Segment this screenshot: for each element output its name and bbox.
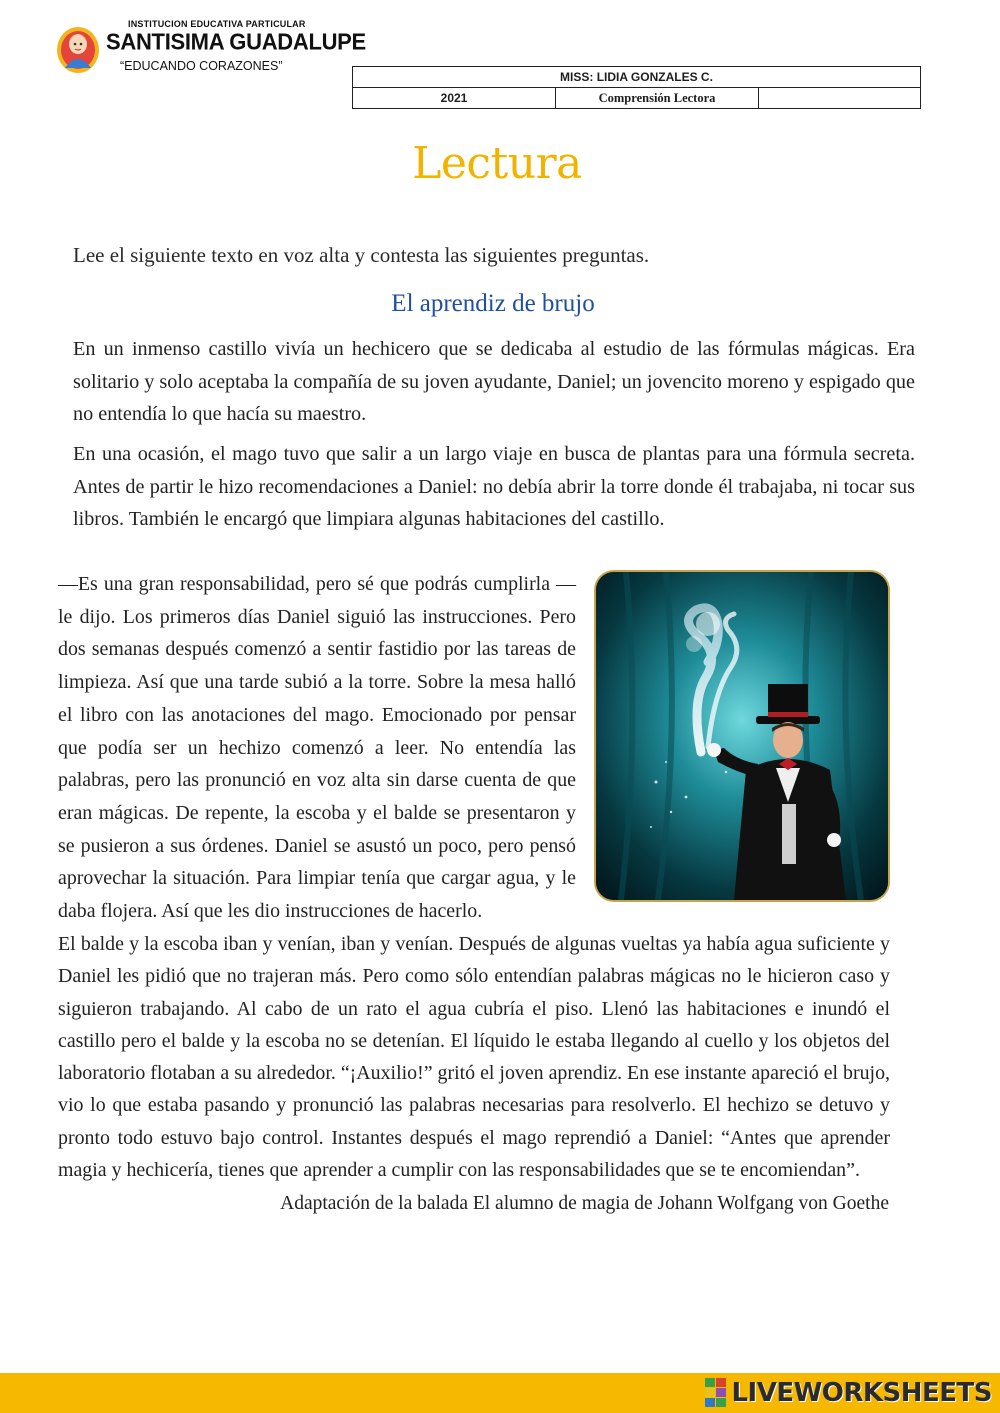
year-cell: 2021 (353, 88, 556, 109)
empty-cell (759, 88, 921, 109)
story-paragraph-2: En una ocasión, el mago tuvo que salir a un largo viaje en busca de plantas para una fórmula secreta. Antes de partir le hizo recomendaciones a Daniel: no debía abrir la torre donde él trabajaba, ni tocar sus libros. También le encargó que limpiara algunas habitaciones del castillo. (73, 443, 915, 530)
school-logo-icon (55, 20, 101, 74)
page-title: Lectura (412, 138, 582, 189)
school-motto: “EDUCANDO CORAZONES” (120, 59, 283, 73)
story-paragraph-1: En un inmenso castillo vivía un hechicero que se dedicaba al estudio de las fórmulas mágicas. Era solitario y solo aceptaba la compañía de su joven ayudante, Daniel; un jovencito moreno y espigado que no entendía lo que hacía su maestro. (73, 338, 915, 425)
liveworksheets-logo[interactable] (705, 1375, 992, 1411)
story-credit: Adaptación de la balada El alumno de magia de Johann Wolfgang von Goethe (280, 1193, 889, 1214)
teacher-cell: MISS: LIDIA GONZALES C. (353, 67, 921, 88)
instructions: Lee el siguiente texto en voz alta y contesta las siguientes preguntas. (73, 243, 650, 267)
story-paragraph-3: —Es una gran responsabilidad, pero sé que podrás cumplirla —le dijo. Los primeros días Daniel siguió las instrucciones. Pero dos semanas después comenzó a sentir fastidio por las tareas de limpieza. Así que una tarde subió a la torre. Sobre la mesa halló el libro con las anotaciones del mago. Emocionado por pensar que podía ser un hechizo comenzó a leer. No entendía las palabras, pero las pronunció en voz alta sin darse cuenta de que eran mágicas. De repente, la escoba y el balde se presentaron y se pusieron a sus órdenes. Daniel se asustó un poco, pero pensó aprovechar la situación. Para limpiar tenía que cargar agua, y le daba flojera. Así que les dio instrucciones de hacerlo. (58, 573, 576, 923)
liveworksheets-brand: LIVEWORKSHEETS (731, 1378, 992, 1408)
story-title: El aprendiz de brujo (391, 290, 595, 317)
story-paragraph-4: El balde y la escoba iban y venían, iban y venían. Después de algunas vueltas ya había agua suficiente y Daniel les pidió que no trajeran más. Pero como sólo entendían palabras mágicas no le hicieron caso y siguieron trabajando. Al cabo de un rato el agua cubría el piso. Llenó las habitaciones e inundó el castillo pero el balde y la escoba no se detenían. El líquido le estaba llegando al cuello y los objetos del laboratorio flotaban a su alrededor. “¡Auxilio!” gritó el joven aprendiz. En ese instante apareció el brujo, vio lo que estaba pasando y pronunció las palabras necesarias para resolverlo. El hechizo se detuvo y pronto todo estuvo bajo control. Instantes después el mago reprendió a Daniel: “Antes que aprender magia y hechicería, tienes que aprender a cumplir con las responsabilidades que se te encomiendan”. (58, 933, 890, 1182)
subject-cell: Comprensión Lectora (556, 88, 759, 109)
school-type: INSTITUCION EDUCATIVA PARTICULAR (128, 19, 306, 29)
info-table (352, 66, 921, 109)
liveworksheets-logo-icon (705, 1378, 727, 1408)
magician-image (596, 572, 888, 900)
school-name: SANTISIMA GUADALUPE (106, 28, 366, 55)
